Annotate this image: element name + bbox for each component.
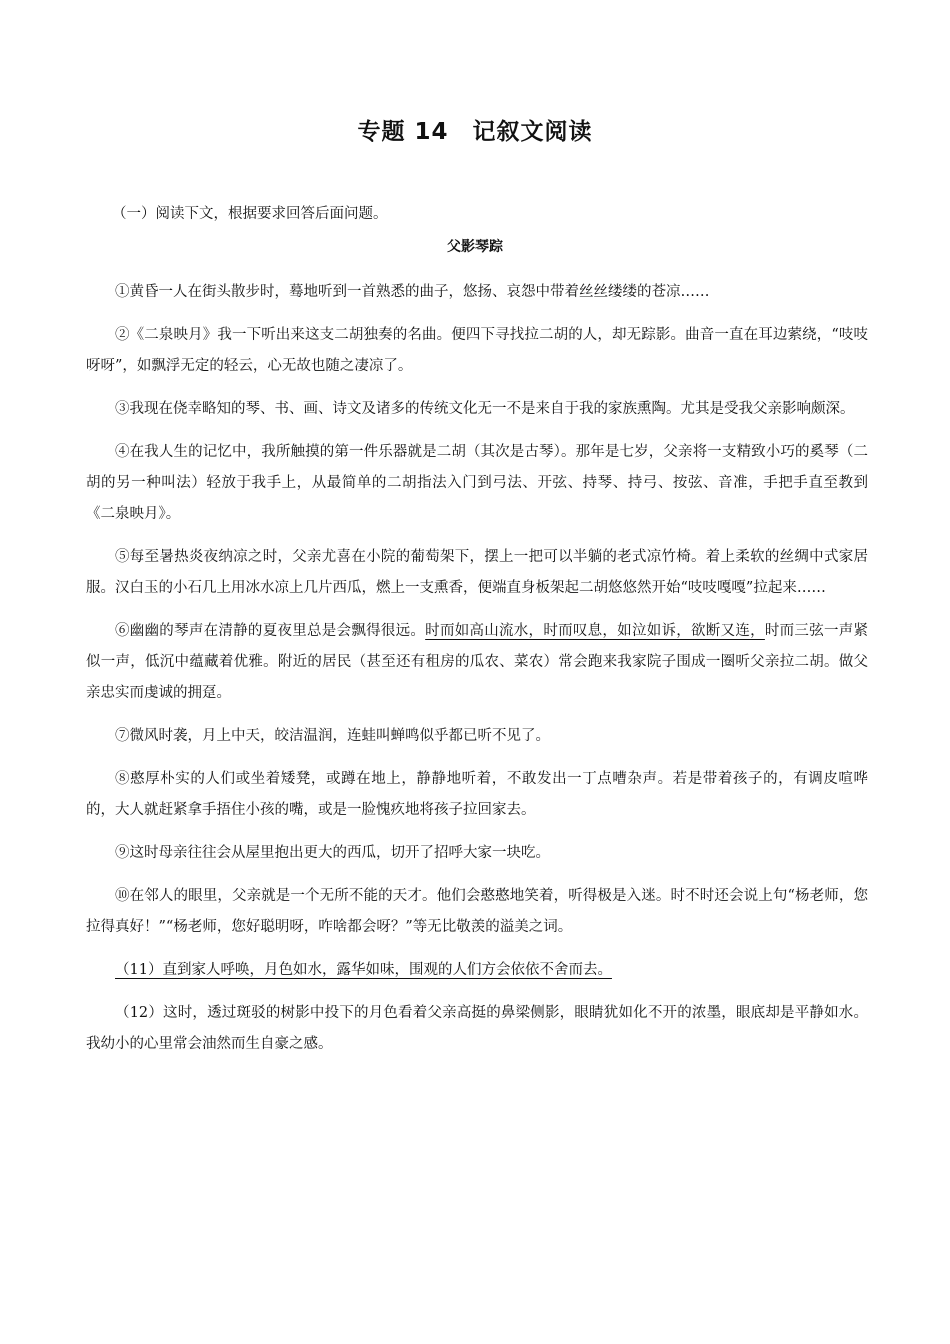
underlined-paragraph: （11）直到家人呼唤，月色如水，露华如味，围观的人们方会依依不舍而去。 bbox=[115, 962, 612, 978]
paragraph-9: ⑨这时母亲往往会从屋里抱出更大的西瓜，切开了招呼大家一块吃。 bbox=[115, 845, 550, 861]
article-title: 父影琴踪 bbox=[447, 239, 503, 255]
paragraph-6-rest: 时而三弦一声紧似一声，低沉中蕴藏着优雅。附近的居民（甚至还有租房的瓜农、菜农）常会跑来我家院子围成一圈听父亲拉二胡。做父亲忠实而虔诚的拥趸。 bbox=[86, 623, 869, 701]
paragraph-5: ⑤每至暑热炎夜纳凉之时，父亲尤喜在小院的葡萄架下，摆上一把可以半躺的老式凉竹椅。着上柔软的丝绸中式家居服。汉白玉的小石几上用冰水凉上几片西瓜，燃上一支熏香，便端直身板架起二胡悠悠然开始“吱吱嘎嘎”拉起来…… bbox=[86, 549, 868, 596]
underlined-sentence: 时而如高山流水，时而叹息，如泣如诉，欲断又连， bbox=[425, 623, 765, 639]
paragraph-7: ⑦微风时袭，月上中天，皎洁温润，连蛙叫蝉鸣似乎都已听不见了。 bbox=[115, 728, 550, 744]
paragraph-6-lead: ⑥幽幽的琴声在清静的夏夜里总是会飘得很远。 bbox=[115, 623, 426, 639]
paragraph-12: （12）这时，透过斑驳的树影中投下的月色看着父亲高挺的鼻梁侧影，眼睛犹如化不开的浓墨，眼底却是平静如水。我幼小的心里常会油然而生自豪之感。 bbox=[86, 1005, 868, 1052]
paragraph-3: ③我现在侥幸略知的琴、书、画、诗文及诸多的传统文化无一不是来自于我的家族熏陶。尤其是受我父亲影响颇深。 bbox=[115, 401, 855, 417]
paragraph-11 bbox=[86, 955, 868, 986]
page-title: 专题 14 记叙文阅读 bbox=[357, 119, 593, 145]
reading-instruction: （一）阅读下文，根据要求回答后面问题。 bbox=[112, 206, 388, 222]
paragraph-6 bbox=[86, 616, 868, 709]
paragraph-8: ⑧憨厚朴实的人们或坐着矮凳，或蹲在地上，静静地听着，不敢发出一丁点嘈杂声。若是带着孩子的，有调皮喧哗的，大人就赶紧拿手捂住小孩的嘴，或是一脸愧疚地将孩子拉回家去。 bbox=[86, 771, 868, 818]
paragraph-10: ⑩在邻人的眼里，父亲就是一个无所不能的天才。他们会憨憨地笑着，听得极是入迷。时不时还会说上句“杨老师，您拉得真好！”“杨老师，您好聪明呀，咋啥都会呀？”等无比敬羡的溢美之词。 bbox=[86, 888, 868, 935]
paragraph-2: ②《二泉映月》我一下听出来这支二胡独奏的名曲。便四下寻找拉二胡的人，却无踪影。曲音一直在耳边萦绕，“吱吱呀呀”，如飘浮无定的轻云，心无故也随之凄凉了。 bbox=[86, 327, 868, 374]
article-body bbox=[86, 277, 868, 1072]
paragraph-1: ①黄昏一人在街头散步时，蓦地听到一首熟悉的曲子，悠扬、哀怨中带着丝丝缕缕的苍凉…… bbox=[115, 284, 710, 300]
paragraph-4: ④在我人生的记忆中，我所触摸的第一件乐器就是二胡（其次是古琴）。那年是七岁，父亲将一支精致小巧的奚琴（二胡的另一种叫法）轻放于我手上，从最简单的二胡指法入门到弓法、开弦、持琴、持弓、按弦、音准，手把手直至教到《二泉映月》。 bbox=[86, 444, 868, 522]
